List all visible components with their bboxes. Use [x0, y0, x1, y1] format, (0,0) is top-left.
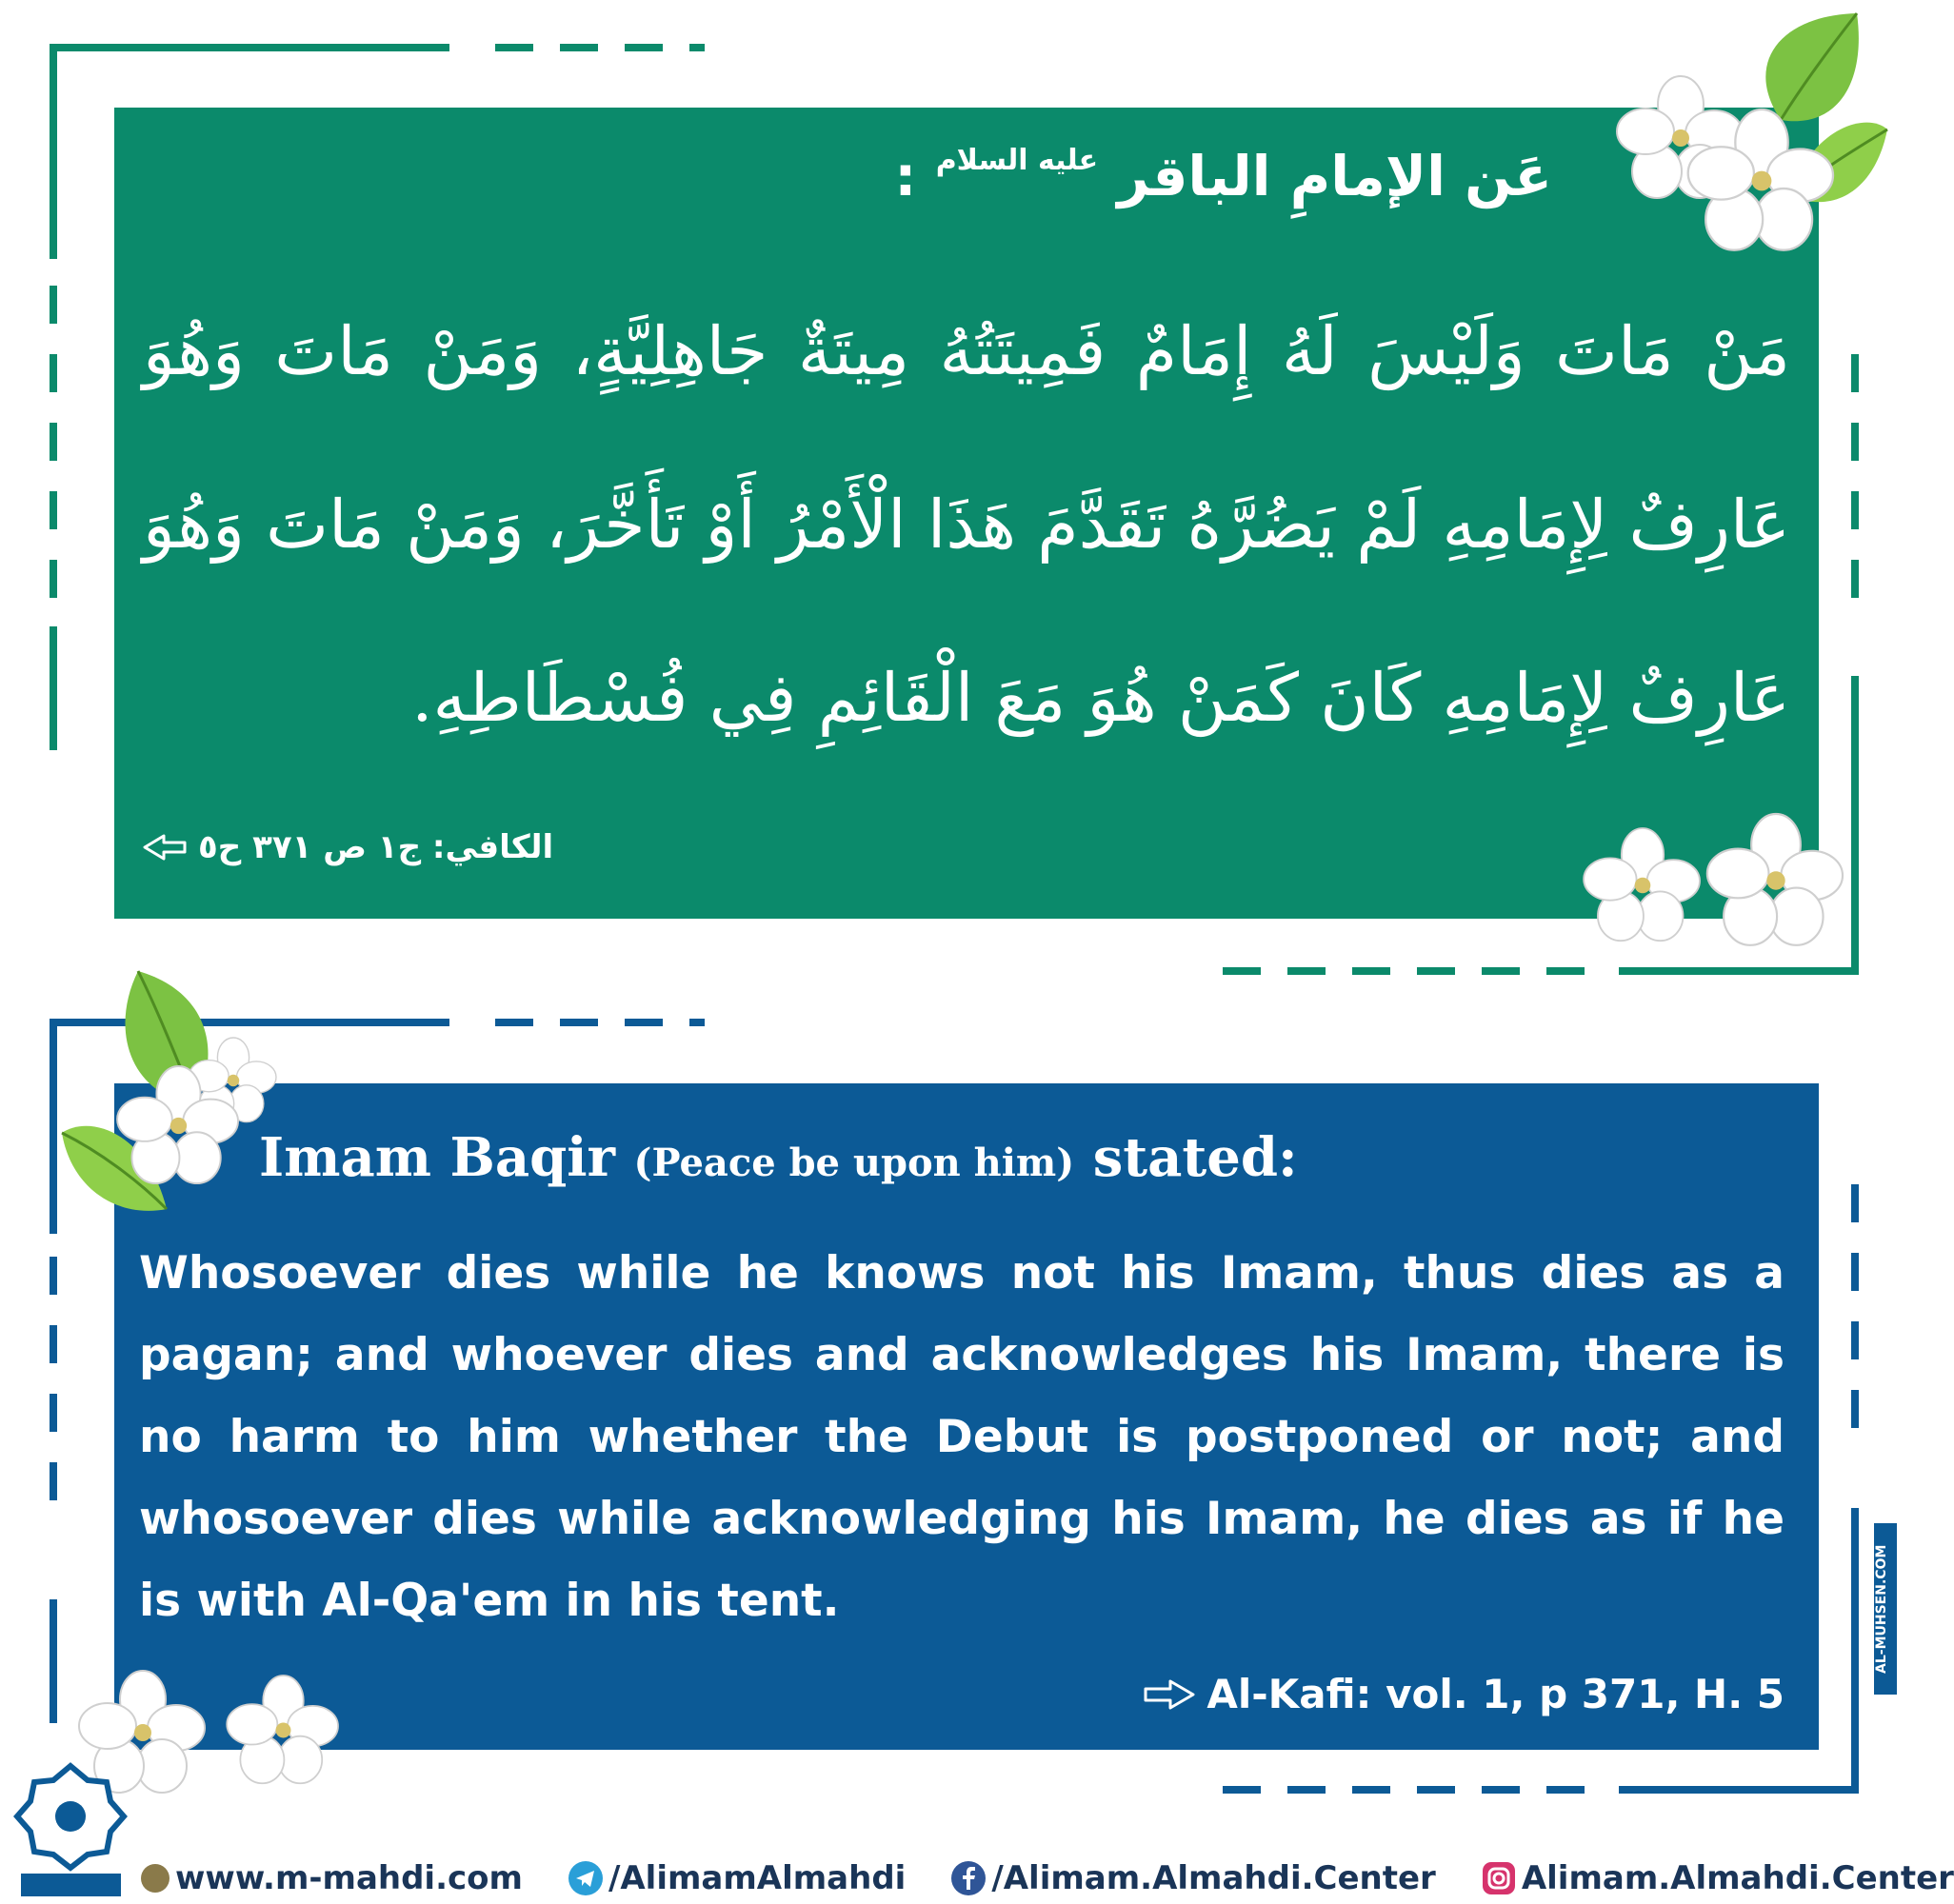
footer-website-link[interactable] [141, 1859, 523, 1897]
footer-telegram-text: /AlimamAlmahdi [608, 1859, 907, 1897]
instagram-icon [1482, 1861, 1516, 1895]
english-hadith-text: Whosoever dies while he knows not his Imam, thus dies as a pagan; and whoever dies and acknowledges his Imam, there is no harm to him whether the Debut is postponed or not; and whosoever dies while acknowledging his Imam, he dies as if he is with Al-Qa'em in his tent. [139, 1247, 1785, 1627]
footer-instagram-text: Alimam.Almahdi.Center [1521, 1859, 1954, 1897]
watermark: AL-MUHSEN.COM [1874, 1523, 1897, 1695]
flower-icon [1709, 814, 1843, 947]
arabic-title-colon: : [894, 144, 917, 208]
flower-icon [119, 1066, 238, 1185]
flower-icon [1585, 828, 1700, 942]
globe-icon [141, 1864, 169, 1893]
facebook-icon [951, 1861, 986, 1895]
english-reference [1144, 1671, 1785, 1717]
flower-icon [229, 1676, 338, 1785]
footer-website-text: www.m-mahdi.com [175, 1859, 523, 1897]
english-hadith-panel [114, 1083, 1819, 1750]
footer-facebook-link[interactable] [951, 1859, 1436, 1897]
arabic-title [894, 144, 1552, 208]
english-title-name: Imam Baqir [259, 1126, 616, 1189]
arrow-icon [1144, 1679, 1195, 1710]
english-title-honorific: (Peace be upon him) [633, 1140, 1075, 1185]
footer-instagram-link[interactable] [1482, 1859, 1954, 1897]
arabic-reference-text: الكافي: ج١ ص ٣٧١ ح٥ [198, 828, 554, 866]
arabic-hadith-panel [114, 108, 1819, 919]
footer-telegram-link[interactable] [568, 1859, 906, 1897]
english-title [259, 1126, 1298, 1189]
arabic-reference [143, 828, 553, 866]
footer-links [141, 1856, 1954, 1900]
flower-icon [1690, 109, 1833, 252]
english-title-verb: stated: [1092, 1126, 1298, 1189]
arabic-honorific: عليه السلام [935, 144, 1099, 177]
arabic-title-text: عَن الإمامِ الباقر [1117, 144, 1552, 208]
english-reference-text: Al-Kafi: vol. 1, p 371, H. 5 [1206, 1671, 1785, 1717]
footer-facebook-text: /Alimam.Almahdi.Center [991, 1859, 1436, 1897]
arabic-hadith-text: مَنْ مَاتَ وَلَيْسَ لَهُ إِمَامٌ فَمِيتَتُهُ مِيتَةٌ جَاهِلِيَّةٍ، وَمَنْ مَاتَ وَهُوَ عَارِفٌ لِإِمَامِهِ لَمْ يَضُرَّهُ تَقَدَّمَ هَذَا الْأَمْرُ أَوْ تَأَخَّرَ، وَمَنْ مَاتَ وَهُوَ عَارِفٌ لِإِمَامِهِ كَانَ كَمَنْ هُوَ مَعَ الْقَائِمِ فِي فُسْطَاطِهِ. [143, 312, 1790, 737]
telegram-icon [568, 1861, 603, 1895]
arrow-icon [143, 834, 187, 861]
center-logo-icon [11, 1761, 130, 1899]
